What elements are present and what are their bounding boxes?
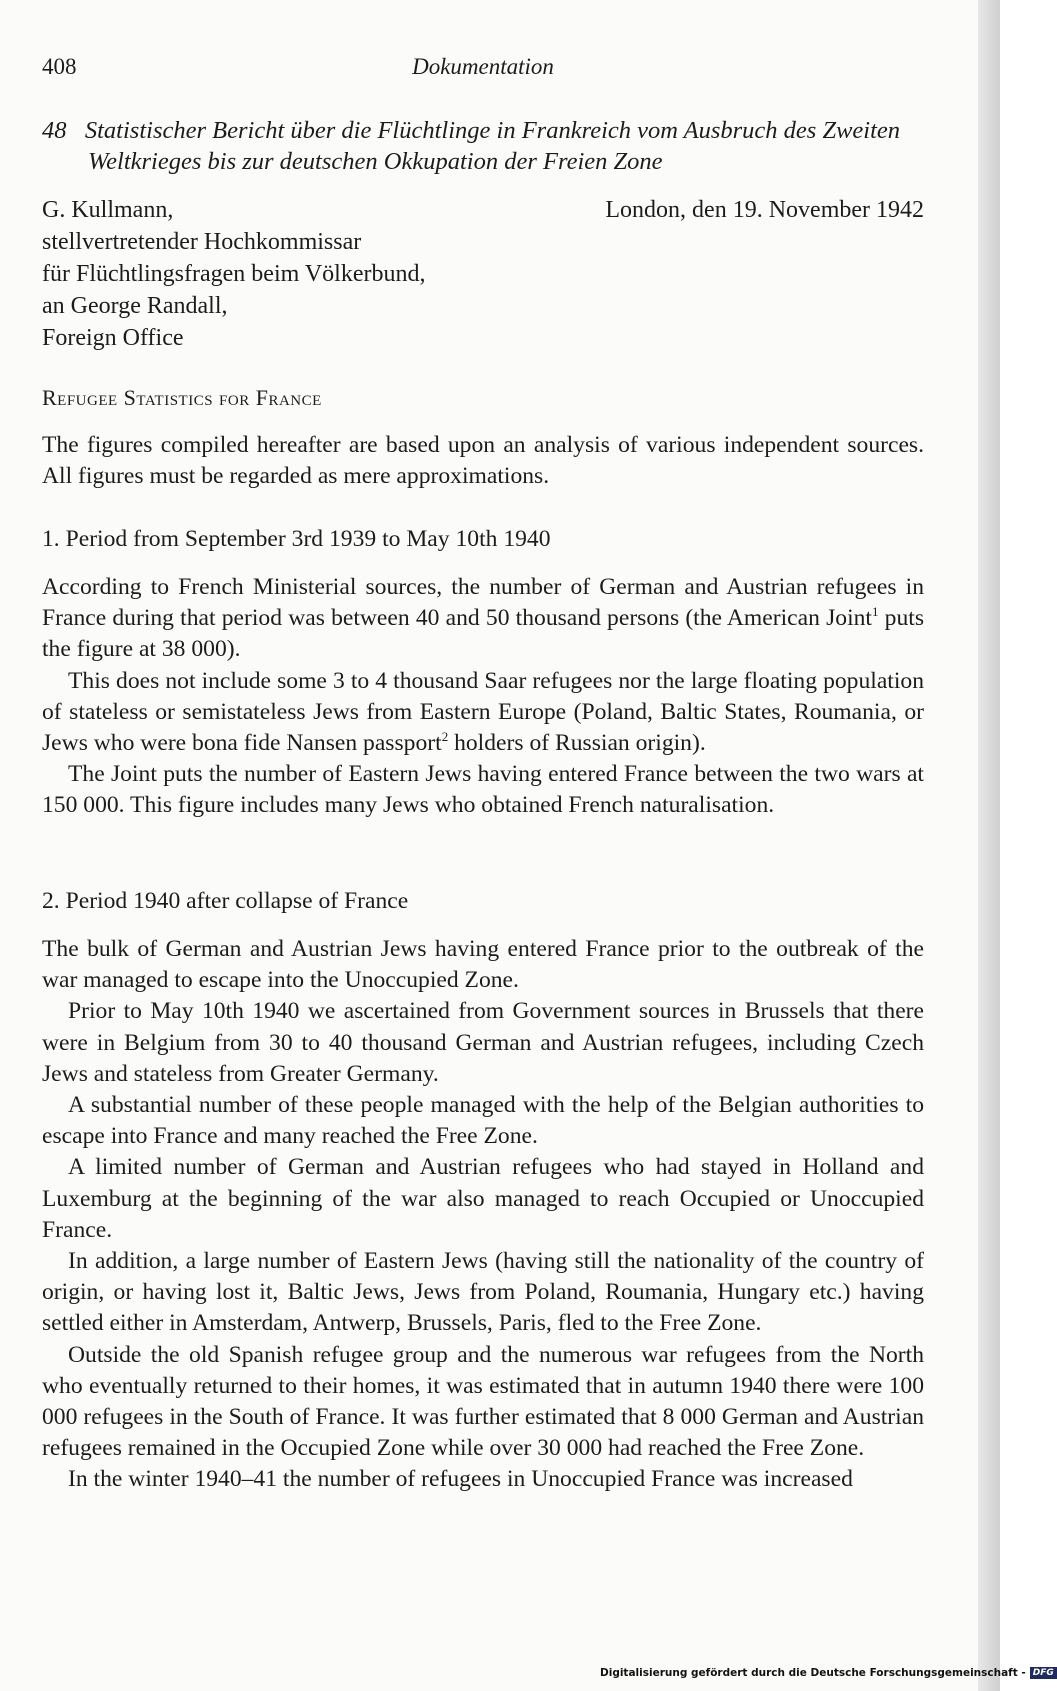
footnote-ref: 2 <box>441 729 449 745</box>
paragraph-text: According to French Ministerial sources, the number of German and Austrian refugees in France during that period was between 40 and 50 thousand persons (the American Joint <box>42 574 924 632</box>
page-number: 408 <box>42 54 77 79</box>
paragraph-text: holders of Russian origin). <box>448 730 706 757</box>
document-title-text: Statistischer Bericht über die Flüchtlinge in Frankreich vom Ausbruch des Zweiten Weltkrieges bis zur deutschen Okkupation der Freien Zone <box>84 117 901 175</box>
paragraph <box>42 666 924 760</box>
section-2-heading: 2. Period 1940 after collapse of France <box>42 888 409 914</box>
sender-line: stellvertretender Hochkommissar <box>42 229 362 255</box>
paragraph: A substantial number of these people managed with the help of the Belgian authorities to escape into France and many reached the Free Zone. <box>42 1092 924 1150</box>
paragraph-text: This does not include some 3 to 4 thousand Saar refugees nor the large floating population of stateless or semistateless Jews from Eastern Europe (Poland, Baltic States, Roumania, or Jews who were bona fide Nansen passport <box>42 667 924 757</box>
paragraph: In the winter 1940–41 the number of refugees in Unoccupied France was increased <box>68 1466 853 1493</box>
running-header <box>42 54 924 84</box>
report-heading: Refugee Statistics for France <box>42 385 322 410</box>
footnote-ref: 1 <box>871 604 879 620</box>
credit-text: Digitalisierung gefördert durch die Deutsche Forschungsgemeinschaft - <box>600 1667 1026 1679</box>
intro-paragraph <box>42 430 924 492</box>
sender-line: G. Kullmann, <box>42 197 174 223</box>
paragraph: The Joint puts the number of Eastern Jews having entered France between the two wars at 150 000. This figure includes many Jews who obtained French naturalisation. <box>42 761 924 819</box>
running-title: Dokumentation <box>412 54 554 79</box>
dfg-logo: DFG <box>1030 1667 1057 1679</box>
paragraph <box>42 572 924 666</box>
paragraph: A limited number of German and Austrian refugees who had stayed in Holland and Luxemburg at the beginning of the war also managed to reach Occupied or Unoccupied France. <box>42 1154 924 1243</box>
paragraph: Outside the old Spanish refugee group and the numerous war refugees from the North who eventually returned to their homes, it was estimated that in autumn 1940 there were 100 000 refugees in the South of France. It was further estimated that 8 000 German and Austrian refugees remained in the Occupied Zone while over 30 000 had reached the Free Zone. <box>42 1341 924 1462</box>
intro-text: The figures compiled hereafter are based upon an analysis of various independent sources. All figures must be regarded as mere approximations. <box>42 432 924 490</box>
paragraph-text: puts the figure at 38 000). <box>42 605 925 663</box>
document-title <box>42 115 970 177</box>
dateline: London, den 19. November 1942 <box>605 197 924 223</box>
paragraph: Prior to May 10th 1940 we ascertained from Government sources in Brussels that there were in Belgium from 30 to 40 thousand German and Austrian refugees, including Czech Jews and stateless from Greater Germany. <box>42 998 924 1087</box>
sender-line: für Flüchtlingsfragen beim Völkerbund, <box>42 261 426 287</box>
section-1-heading: 1. Period from September 3rd 1939 to May 10th 1940 <box>42 526 551 552</box>
section-1-body <box>42 572 924 822</box>
page-edge-shadow <box>978 0 1000 1691</box>
section-2-body <box>42 934 924 1496</box>
digitization-credit <box>600 1667 1057 1687</box>
sender-block <box>42 194 924 354</box>
paragraph: In addition, a large number of Eastern Jews (having still the nationality of the country of origin, or having lost it, Baltic Jews, Jews from Poland, Roumania, Hungary etc.) having settled either in Amsterdam, Antwerp, Brussels, Paris, fled to the Free Zone. <box>42 1248 924 1337</box>
document-number: 48 <box>42 117 67 144</box>
sender-line: Foreign Office <box>42 325 184 351</box>
paragraph: The bulk of German and Austrian Jews having entered France prior to the outbreak of the war managed to escape into the Unoccupied Zone. <box>42 936 924 994</box>
sender-line: an George Randall, <box>42 293 228 319</box>
